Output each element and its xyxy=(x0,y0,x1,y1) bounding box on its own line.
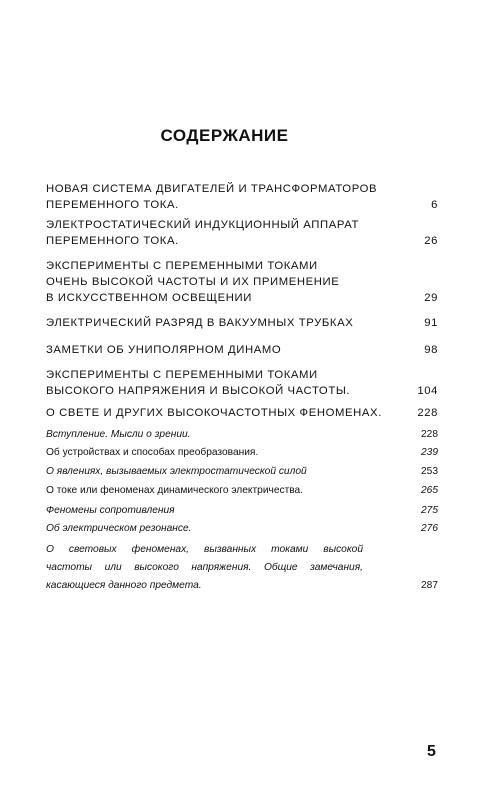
toc-entry-line: О СВЕТЕ И ДРУГИХ ВЫСОКОЧАСТОТНЫХ ФЕНОМЕНАХ. xyxy=(46,407,382,419)
toc-subentry-line: касающиеся данного предмета. xyxy=(46,580,202,591)
toc-page-number: 265 xyxy=(421,485,438,496)
toc-page-number: 26 xyxy=(424,235,438,247)
toc-subentry[interactable] xyxy=(46,502,438,520)
page-title: СОДЕРЖАНИЕ xyxy=(160,126,289,145)
toc-subentry[interactable] xyxy=(46,444,438,462)
toc-page-number: 98 xyxy=(424,344,438,356)
toc-entry[interactable] xyxy=(46,315,438,331)
toc-subentry-line: Феномены сопротивления xyxy=(46,505,175,516)
toc-entry-line: ЭЛЕКТРИЧЕСКИЙ РАЗРЯД В ВАКУУМНЫХ ТРУБКАХ xyxy=(46,317,354,329)
toc-entry-line: ЭКСПЕРИМЕНТЫ С ПЕРЕМЕННЫМИ ТОКАМИ xyxy=(46,260,318,272)
toc-subentry-line: частоты или высокого напряжения. Общие замечания, xyxy=(46,562,363,573)
toc-subentry[interactable] xyxy=(46,426,438,444)
toc-page-number: 104 xyxy=(417,385,438,397)
toc-entry[interactable] xyxy=(46,342,438,358)
toc-page-number: 276 xyxy=(421,523,438,534)
toc-subentry-line: О световых феноменах, вызванных токами высокой xyxy=(46,544,363,555)
toc-subentry-line: О токе или феноменах динамического электричества. xyxy=(46,485,304,496)
toc-entry[interactable] xyxy=(46,258,438,306)
toc-page-number: 29 xyxy=(424,292,438,304)
toc-entry-line: НОВАЯ СИСТЕМА ДВИГАТЕЛЕЙ И ТРАНСФОРМАТОРОВ xyxy=(46,183,378,195)
toc-page-number: 228 xyxy=(421,429,438,440)
toc-page-number: 275 xyxy=(421,505,438,516)
toc-entry[interactable] xyxy=(46,181,438,213)
toc-entry-line: ВЫСОКОГО НАПРЯЖЕНИЯ И ВЫСОКОЙ ЧАСТОТЫ. xyxy=(46,385,351,397)
toc-entry-line: ОЧЕНЬ ВЫСОКОЙ ЧАСТОТЫ И ИХ ПРИМЕНЕНИЕ xyxy=(46,276,340,288)
toc-entry-line: ЗАМЕТКИ ОБ УНИПОЛЯРНОМ ДИНАМО xyxy=(46,344,282,356)
toc-entry[interactable] xyxy=(46,367,438,399)
toc-entry-line: ЭКСПЕРИМЕНТЫ С ПЕРЕМЕННЫМИ ТОКАМИ xyxy=(46,369,318,381)
toc-page-number: 239 xyxy=(421,447,438,458)
toc-subentry[interactable] xyxy=(46,463,438,481)
toc-page-number: 6 xyxy=(431,199,438,211)
toc-subentry[interactable] xyxy=(46,520,438,538)
toc-subentry-line: Вступление. Мысли о зрении. xyxy=(46,429,191,440)
toc-entry-line: ПЕРЕМЕННОГО ТОКА. xyxy=(46,235,179,247)
toc-subentry-line: Об устройствах и способах преобразования. xyxy=(46,447,259,458)
toc-subentry[interactable] xyxy=(46,482,438,500)
toc-entry[interactable] xyxy=(46,405,438,421)
toc-page-number: 91 xyxy=(424,317,438,329)
toc-entry-line: ПЕРЕМЕННОГО ТОКА. xyxy=(46,199,179,211)
toc-entry[interactable] xyxy=(46,217,438,249)
toc-page-number: 253 xyxy=(421,466,438,477)
toc-subentry-page xyxy=(46,577,438,595)
toc-entry-line: В ИСКУССТВЕННОМ ОСВЕЩЕНИИ xyxy=(46,292,252,304)
page-number: 5 xyxy=(427,743,436,760)
toc-page-number: 228 xyxy=(417,407,438,419)
toc-subentry-line: О явлениях, вызываемых электростатической силой xyxy=(46,466,307,477)
toc-entry-line: ЭЛЕКТРОСТАТИЧЕСКИЙ ИНДУКЦИОННЫЙ АППАРАТ xyxy=(46,219,359,231)
toc-subentry-line: Об электрическом резонансе. xyxy=(46,523,192,534)
toc-page-number: 287 xyxy=(421,580,438,591)
